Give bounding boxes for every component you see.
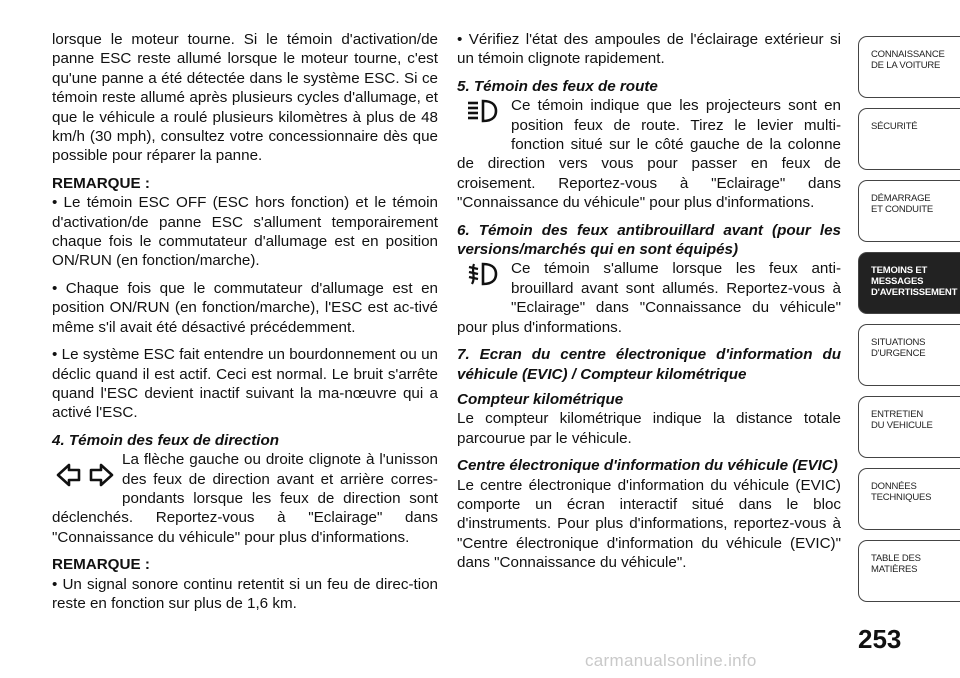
section-4-body — [52, 450, 438, 547]
section-5-heading: 5. Témoin des feux de route — [457, 77, 658, 95]
tab-table[interactable]: TABLE DES MATIÈRES — [858, 540, 960, 602]
turn-signal-arrows-icon — [52, 462, 118, 502]
chapter-tabs — [858, 36, 960, 612]
tab-connaissance[interactable]: CONNAISSANCE DE LA VOITURE — [858, 36, 960, 98]
turn-signal-text: La flèche gauche ou droite clignote à l'unisson des feux de direction avant et arrière corres-pondants lorsque les feux de direction sont déclenchés. Reportez-vous à "Eclairage" dans "Connaissance du véhicule" pour plus d'informations. — [52, 451, 438, 546]
front-fog-light-icon — [457, 261, 507, 301]
bullet-esc-activation: • Chaque fois que le commutateur d'allumage est en position ON/RUN (en fonction/marche), l'ESC est ac-tivé même s'il avait été désactivé précédemment. — [52, 279, 438, 336]
section-4-heading: 4. Témoin des feux de direction — [52, 431, 280, 449]
tab-temoins[interactable]: TEMOINS ET MESSAGES D'AVERTISSEMENT — [858, 252, 960, 314]
high-beam-text: Ce témoin indique que les projecteurs sont en position feux de route. Tirez le levier multi-fonction situé sur le côté gauche de la colonne de direction vers vous pour passer en feux de croisement. Reportez-vous à "Eclairage" dans "Connaissance du véhicule" pour plus d'informations. — [457, 97, 841, 212]
evic-text: Le centre électronique d'information du véhicule (EVIC) comporte un écran interactif situé dans le bloc d'instruments. Pour plus d'informations, reportez-vous à "Centre électronique d'information du véhicule (EVIC)" dans "Connaissance du véhicule". — [457, 476, 841, 572]
bullet-exterior-bulbs: • Vérifiez l'état des ampoules de l'éclairage extérieur si un témoin clignote rapidement. — [457, 31, 841, 68]
section-6-body — [457, 259, 841, 337]
bullet-esc-off: • Le témoin ESC OFF (ESC hors fonction) et le témoin d'activation/de panne ESC s'allument temporairement chaque fois le commutateur d'allumage est en position ON/RUN (en fonction/marche). — [52, 194, 438, 270]
intro-paragraph: lorsque le moteur tourne. Si le témoin d'activation/de panne ESC reste allumé lorsque le moteur tourne, c'est qu'une panne a été détectée dans le système ESC. Si ce témoin reste allumé après plusieurs cycles d'allumage, et que le véhicule a roulé plusieurs kilomètres à plus de 48 km/h (30 mph), consultez votre concessionnaire dès que possible pour réparer la panne. — [52, 31, 438, 165]
left-column — [52, 30, 438, 621]
fog-light-text: Ce témoin s'allume lorsque les feux anti-brouillard avant sont allumés. Reportez-vous à "Eclairage" dans "Connaissance du véhicule" pour plus d'informations. — [457, 260, 841, 336]
tab-demarrage[interactable]: DÉMARRAGE ET CONDUITE — [858, 180, 960, 242]
watermark: carmanualsonline.info — [585, 651, 757, 670]
tab-situations[interactable]: SITUATIONS D'URGENCE — [858, 324, 960, 386]
high-beam-icon — [457, 98, 507, 138]
evic-heading: Centre électronique d'information du véhicule (EVIC) — [457, 457, 838, 475]
right-column — [457, 30, 841, 581]
bullet-turn-signal-chime: • Un signal sonore continu retentit si un feu de direc-tion reste en fonction sur plus de 1,6 km. — [52, 575, 438, 612]
odometer-text: Le compteur kilométrique indique la distance totale parcourue par le véhicule. — [457, 410, 841, 447]
remarque-heading: REMARQUE : — [52, 174, 150, 192]
tab-securite[interactable]: SÉCURITÉ — [858, 108, 960, 170]
bullet-esc-sound: • Le système ESC fait entendre un bourdonnement ou un déclic quand il est actif. Ceci est normal. Le bruit s'arrête quand l'ESC devient inactif suivant la ma-nœuvre qui a activé l'ESC. — [52, 346, 438, 422]
tab-entretien[interactable]: ENTRETIEN DU VEHICULE — [858, 396, 960, 458]
section-7-heading: 7. Ecran du centre électronique d'information du véhicule (EVIC) / Compteur kilométrique — [457, 346, 841, 383]
section-5-body — [457, 96, 841, 212]
section-6-heading: 6. Témoin des feux antibrouillard avant (pour les versions/marchés qui en sont équipés) — [457, 221, 841, 259]
odometer-heading: Compteur kilométrique — [457, 390, 624, 408]
tab-donnees[interactable]: DONNÉES TECHNIQUES — [858, 468, 960, 530]
page-number: 253 — [858, 624, 902, 654]
remarque-heading-2: REMARQUE : — [52, 556, 150, 574]
